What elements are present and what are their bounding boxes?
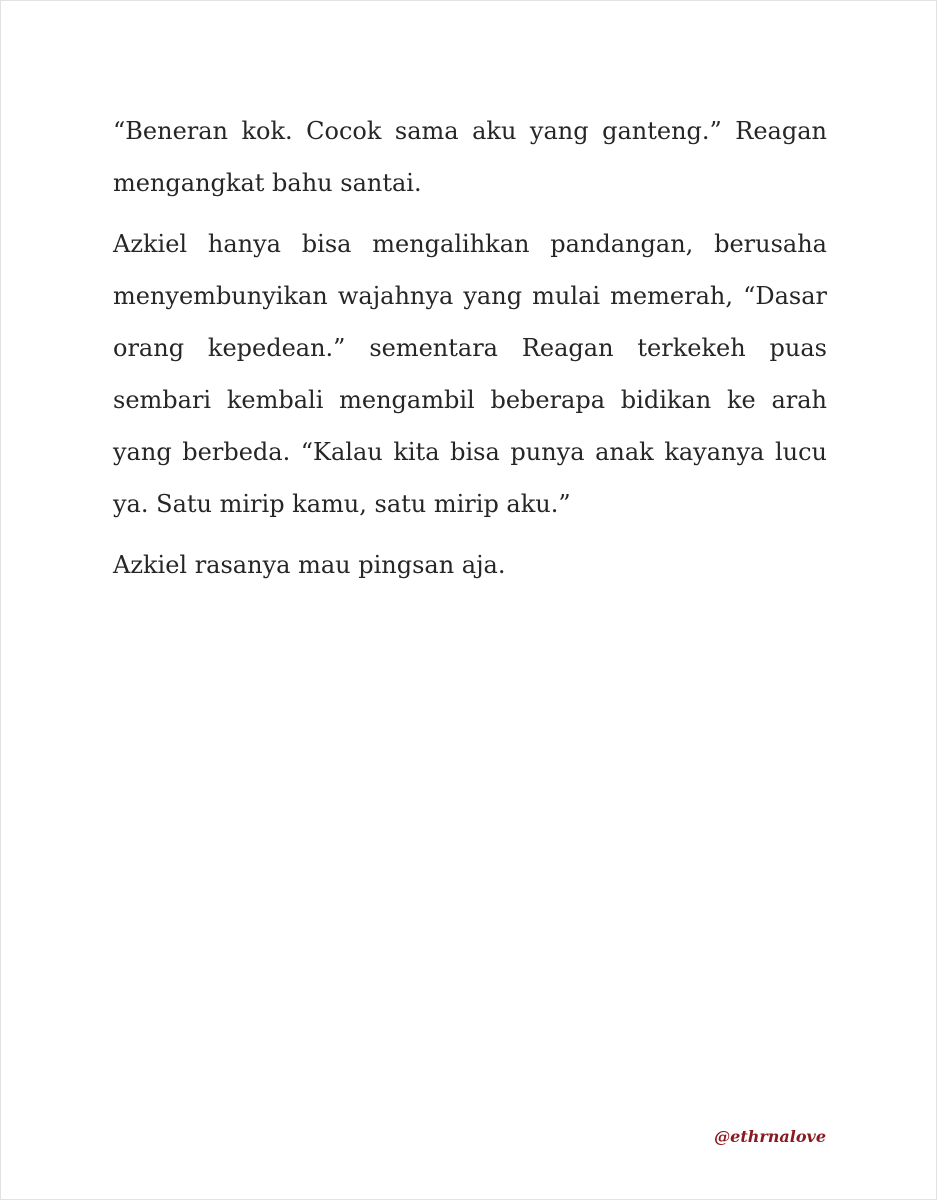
paragraph-3: Azkiel rasanya mau pingsan aja.: [113, 551, 506, 579]
story-text: [113, 105, 827, 591]
paragraph-1: “Beneran kok. Cocok sama aku yang ganteng.” Reagan mengangkat bahu santai.: [113, 117, 827, 197]
author-watermark: @ethrnalove: [714, 1127, 826, 1146]
paragraph-2: Azkiel hanya bisa mengalihkan pandangan, berusaha menyembunyikan wajahnya yang mulai memerah, “Dasar orang kepedean.” sementara Reagan terkekeh puas sembari kembali mengambil beberapa bidikan ke arah yang berbeda. “Kalau kita bisa punya anak kayanya lucu ya. Satu mirip kamu, satu mirip aku.”: [113, 230, 827, 518]
